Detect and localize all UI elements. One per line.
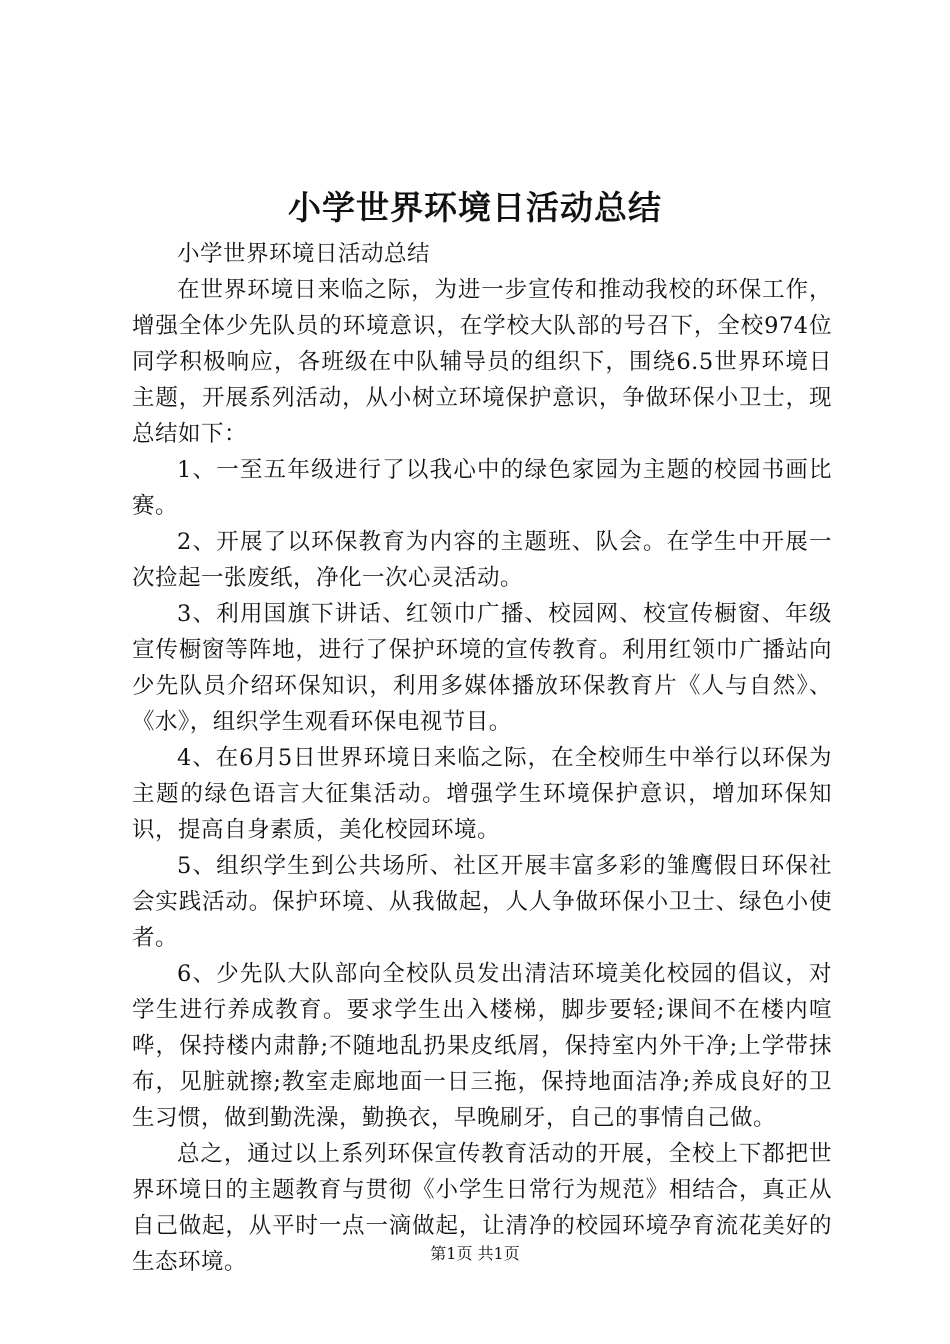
- paragraph-item-2: 2、开展了以环保教育为内容的主题班、队会。在学生中开展一次捡起一张废纸，净化一次心灵活动。: [132, 529, 832, 591]
- document-body: [132, 236, 832, 1280]
- paragraph-intro: 在世界环境日来临之际，为进一步宣传和推动我校的环保工作，增强全体少先队员的环境意识，在学校大队部的号召下，全校974位同学积极响应，各班级在中队辅导员的组织下，围绕6.5世界环境日主题，开展系列活动，从小树立环境保护意识，争做环保小卫士，现总结如下：: [132, 277, 832, 447]
- paragraph-item-6: 6、少先队大队部向全校队员发出清洁环境美化校园的倡议，对学生进行养成教育。要求学生出入楼梯，脚步要轻;课间不在楼内喧哗，保持楼内肃静;不随地乱扔果皮纸屑，保持室内外干净;上学带抹布，见脏就擦;教室走廊地面一日三拖，保持地面洁净;养成良好的卫生习惯，做到勤洗澡，勤换衣，早晚刷牙，自己的事情自己做。: [132, 961, 832, 1131]
- paragraph-subtitle: 小学世界环境日活动总结: [177, 241, 431, 267]
- document-title: 小学世界环境日活动总结: [288, 188, 662, 227]
- paragraph-conclusion: 总之，通过以上系列环保宣传教育活动的开展，全校上下都把世界环境日的主题教育与贯彻《小学生日常行为规范》相结合，真正从自己做起，从平时一点一滴做起，让清净的校园环境孕育流花美好的生态环境。: [132, 1141, 832, 1275]
- paragraph-item-5: 5、组织学生到公共场所、社区开展丰富多彩的雏鹰假日环保社会实践活动。保护环境、从我做起，人人争做环保小卫士、绿色小使者。: [132, 853, 832, 951]
- page-number-footer: 第1页 共1页: [430, 1244, 520, 1263]
- paragraph-item-4: 4、在6月5日世界环境日来临之际，在全校师生中举行以环保为主题的绿色语言大征集活动。增强学生环境保护意识，增加环保知识，提高自身素质，美化校园环境。: [132, 745, 832, 843]
- paragraph-item-3: 3、利用国旗下讲话、红领巾广播、校园网、校宣传橱窗、年级宣传橱窗等阵地，进行了保护环境的宣传教育。利用红领巾广播站向少先队员介绍环保知识，利用多媒体播放环保教育片《人与自然》、《水》，组织学生观看环保电视节目。: [132, 601, 832, 735]
- paragraph-item-1: 1、一至五年级进行了以我心中的绿色家园为主题的校园书画比赛。: [132, 457, 832, 519]
